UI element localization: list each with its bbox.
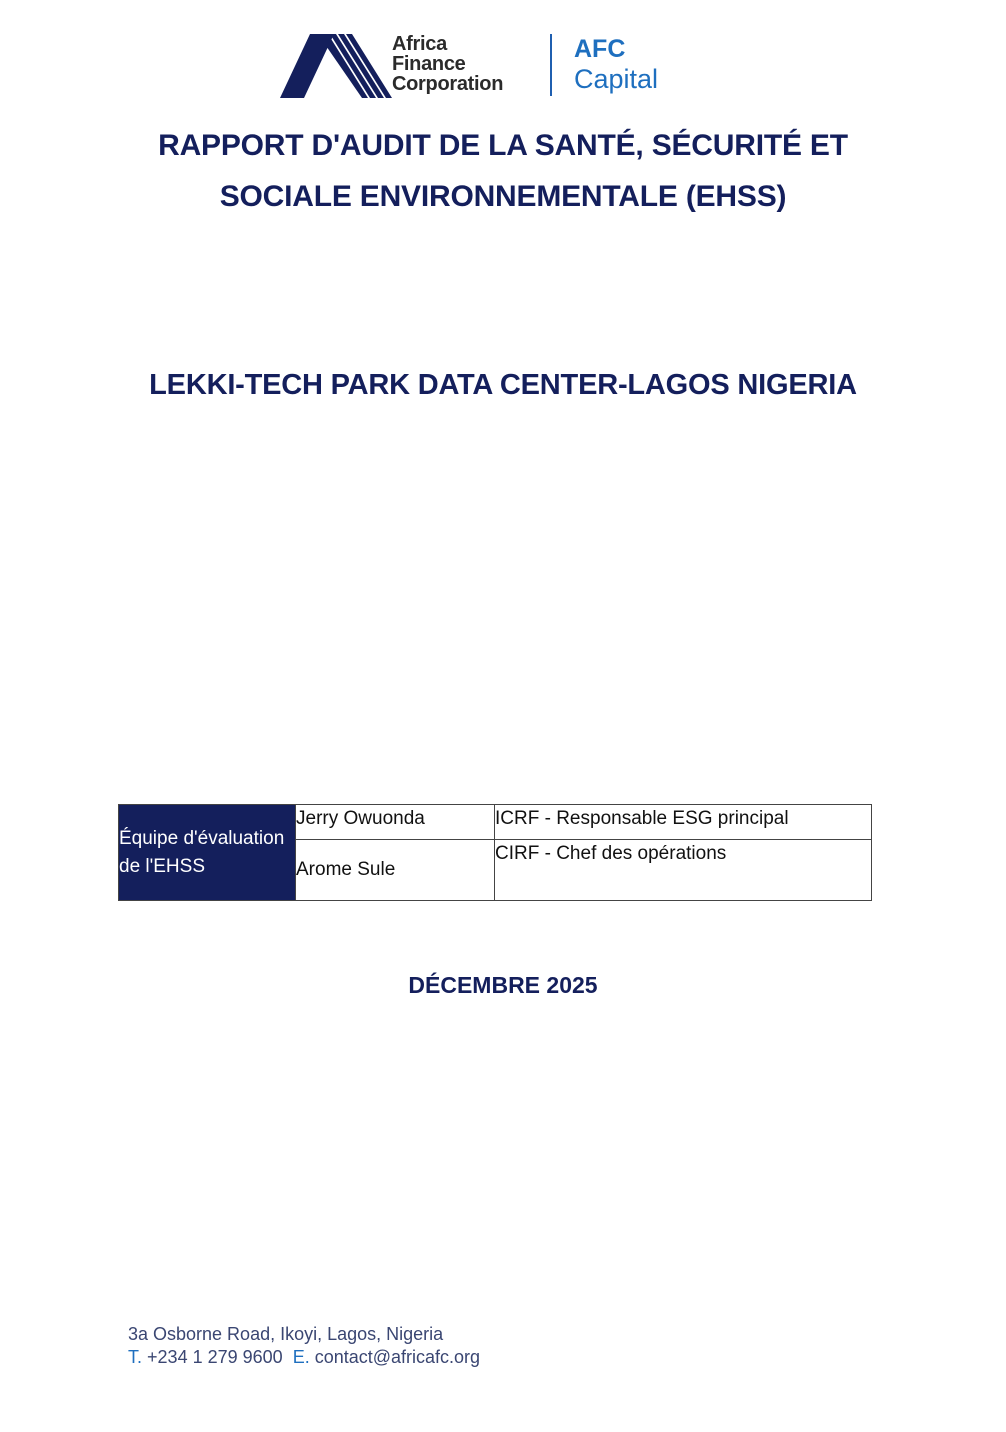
email-label: E. [292, 1347, 310, 1367]
report-title [60, 120, 946, 222]
table-row [119, 805, 872, 840]
footer-contact [128, 1323, 480, 1369]
member-name-cell: Jerry Owuonda [296, 805, 495, 840]
capital-logo-line2: Capital [574, 64, 659, 94]
email-link[interactable]: contact@africafc.org [314, 1347, 481, 1367]
footer-address: 3a Osborne Road, Ikoyi, Lagos, Nigeria [128, 1324, 444, 1344]
footer-contact-line [128, 1346, 480, 1369]
header-logos [0, 32, 1006, 102]
member-role-cell: CIRF - Chef des opérations [495, 840, 872, 901]
logo-divider [550, 34, 552, 96]
member-name-cell: Arome Sule [296, 840, 495, 901]
report-title-line2: SOCIALE ENVIRONNEMENTALE (EHSS) [219, 180, 787, 213]
phone-number: +234 1 279 9600 [147, 1347, 283, 1367]
member-role-cell: ICRF - Responsable ESG principal [495, 805, 872, 840]
afc-wordmark [392, 34, 503, 94]
afc-capital-logo [574, 34, 658, 94]
phone-label: T. [128, 1347, 143, 1367]
team-label-cell: Équipe d'évaluation de l'EHSS [119, 805, 296, 901]
capital-logo-line1: AFC [574, 35, 626, 63]
assessment-team-table [118, 804, 872, 901]
report-date: DÉCEMBRE 2025 [408, 972, 598, 998]
report-title-line1: RAPPORT D'AUDIT DE LA SANTÉ, SÉCURITÉ ET [158, 129, 848, 162]
afc-wordmark-line: Corporation [392, 73, 504, 95]
project-title: LEKKI-TECH PARK DATA CENTER-LAGOS NIGERIA [149, 369, 857, 401]
afc-wordmark-line: Finance [392, 53, 466, 75]
afc-wordmark-line: Africa [392, 33, 447, 55]
afc-logo-mark-icon [280, 34, 392, 98]
